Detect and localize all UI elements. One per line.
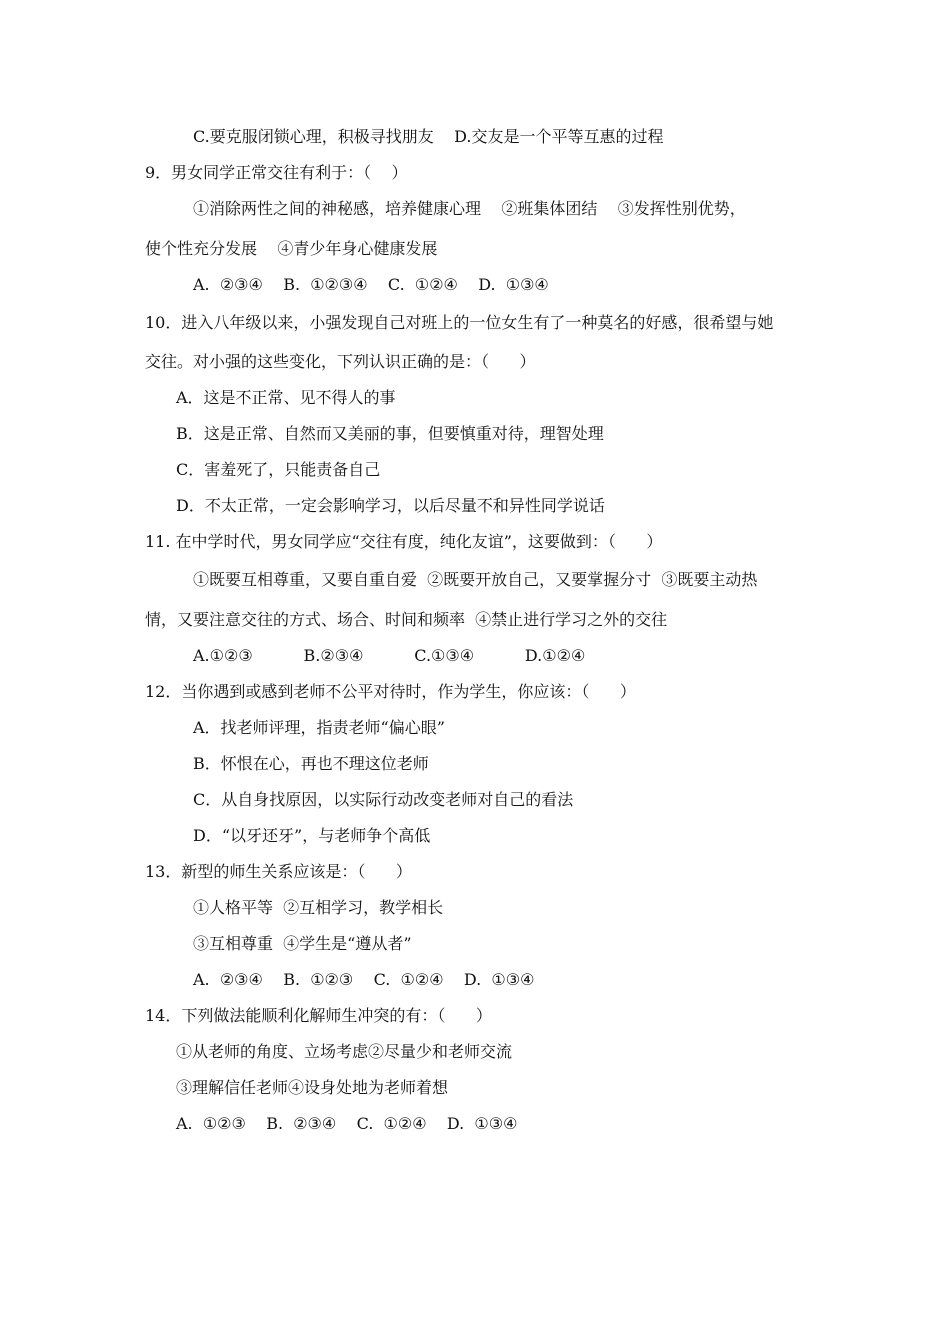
q10-stem-line2: 交往。对小强的这些变化，下列认识正确的是：（ ） xyxy=(145,352,536,371)
q14-items-line2: ③理解信任老师④设身处地为老师着想 xyxy=(176,1078,449,1097)
q13-stem: 13．新型的师生关系应该是：（ ） xyxy=(145,862,412,881)
q11-stem: 11. 在中学时代，男女同学应“交往有度，纯化友谊”，这要做到：（ ） xyxy=(145,532,663,551)
q13-items-line2: ③互相尊重 ④学生是“遵从者” xyxy=(193,934,412,953)
q14-options: A. ①②③ B. ②③④ C. ①②④ D. ①③④ xyxy=(176,1114,518,1133)
q10-option-d: D．不太正常，一定会影响学习，以后尽量不和异性同学说话 xyxy=(176,496,605,515)
q14-items-line1: ①从老师的角度、立场考虑②尽量少和老师交流 xyxy=(176,1042,513,1061)
q12-option-b: B．怀恨在心，再也不理这位老师 xyxy=(193,754,429,773)
q9-options: A. ②③④ B. ①②③④ C. ①②④ D. ①③④ xyxy=(193,275,549,294)
q11-options: A.①②③ B.②③④ C.①③④ D.①②④ xyxy=(193,646,586,665)
q13-items-line1: ①人格平等 ②互相学习，教学相长 xyxy=(193,898,444,917)
q10-option-a: A．这是不正常、见不得人的事 xyxy=(176,388,396,407)
q9-items-line2: 使个性充分发展 ④青少年身心健康发展 xyxy=(145,239,438,258)
q9-items-line1: ①消除两性之间的神秘感，培养健康心理 ②班集体团结 ③发挥性别优势， xyxy=(193,199,746,218)
q12-stem: 12．当你遇到或感到老师不公平对待时，作为学生，你应该：（ ） xyxy=(145,682,636,701)
q13-options: A. ②③④ B. ①②③ C. ①②④ D. ①③④ xyxy=(193,970,535,989)
q8-options-cd: C.要克服闭锁心理，积极寻找朋友 D.交友是一个平等互惠的过程 xyxy=(193,127,664,146)
q12-option-d: D．“以牙还牙”，与老师争个高低 xyxy=(193,826,431,845)
q11-items-line1: ①既要互相尊重，又要自重自爱 ②既要开放自己，又要掌握分寸 ③既要主动热 xyxy=(193,570,758,589)
q10-stem-line1: 10．进入八年级以来，小强发现自己对班上的一位女生有了一种莫名的好感，很希望与她 xyxy=(145,313,774,332)
q12-option-c: C．从自身找原因，以实际行动改变老师对自己的看法 xyxy=(193,790,574,809)
q9-stem: 9．男女同学正常交往有利于：（ ） xyxy=(145,163,408,182)
q12-option-a: A．找老师评理，指责老师“偏心眼” xyxy=(193,718,445,737)
q10-option-c: C．害羞死了，只能责备自己 xyxy=(176,460,381,479)
q14-stem: 14．下列做法能顺利化解师生冲突的有：（ ） xyxy=(145,1006,492,1025)
q10-option-b: B．这是正常、自然而又美丽的事，但要慎重对待，理智处理 xyxy=(176,424,604,443)
q11-items-line2: 情，又要注意交往的方式、场合、时间和频率 ④禁止进行学习之外的交往 xyxy=(145,610,668,629)
